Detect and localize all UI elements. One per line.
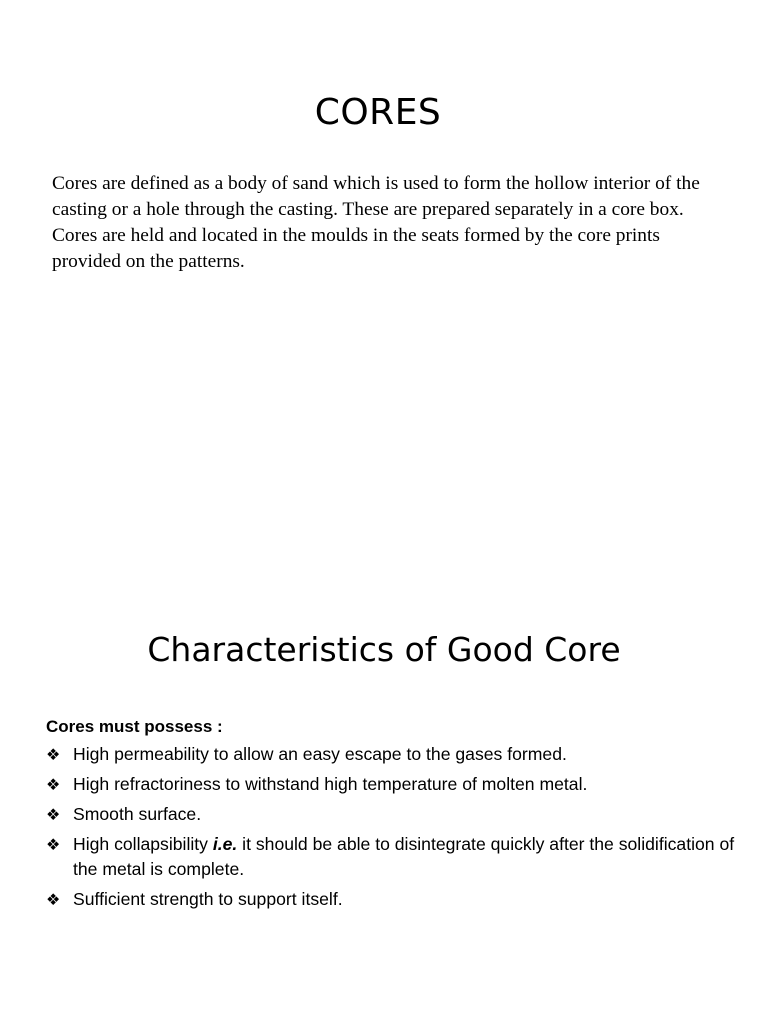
cores-definition-paragraph: Cores are defined as a body of sand which is used to form the hollow interior of the casting or a hole through the casting. These are prepared separately in a core box. Cores are held and located in the moulds in the seats formed by the core prints provided on the patterns. — [52, 173, 700, 272]
list-item — [46, 887, 736, 912]
diamond-bullet-icon: ❖ — [46, 775, 61, 794]
slide-title: Characteristics of Good Core — [147, 630, 621, 669]
list-item — [46, 802, 736, 827]
slide-characteristics — [0, 512, 768, 1024]
list-item — [46, 772, 736, 797]
diamond-bullet-icon: ❖ — [46, 835, 61, 854]
diamond-bullet-icon: ❖ — [46, 745, 61, 764]
diamond-bullet-icon: ❖ — [46, 805, 61, 824]
characteristics-list — [46, 742, 736, 917]
list-intro: Cores must possess : — [46, 717, 223, 736]
list-item — [46, 832, 736, 882]
list-item-emphasis: i.e. — [212, 834, 238, 854]
list-item-text: Sufficient strength to support itself. — [73, 889, 343, 909]
list-item-text: High permeability to allow an easy escape to the gases formed. — [73, 744, 567, 764]
list-item-text: Smooth surface. — [73, 804, 202, 824]
list-item-text-end: it should be able to disintegrate quickly after the solidification of the metal is complete. — [73, 834, 735, 879]
list-item-text: High refractoriness to withstand high temperature of molten metal. — [73, 774, 588, 794]
list-item-text — [73, 834, 734, 879]
slide-title: CORES — [314, 92, 442, 133]
diamond-bullet-icon: ❖ — [46, 890, 61, 909]
list-item-text-start: High collapsibility — [73, 834, 213, 854]
list-item — [46, 742, 736, 767]
